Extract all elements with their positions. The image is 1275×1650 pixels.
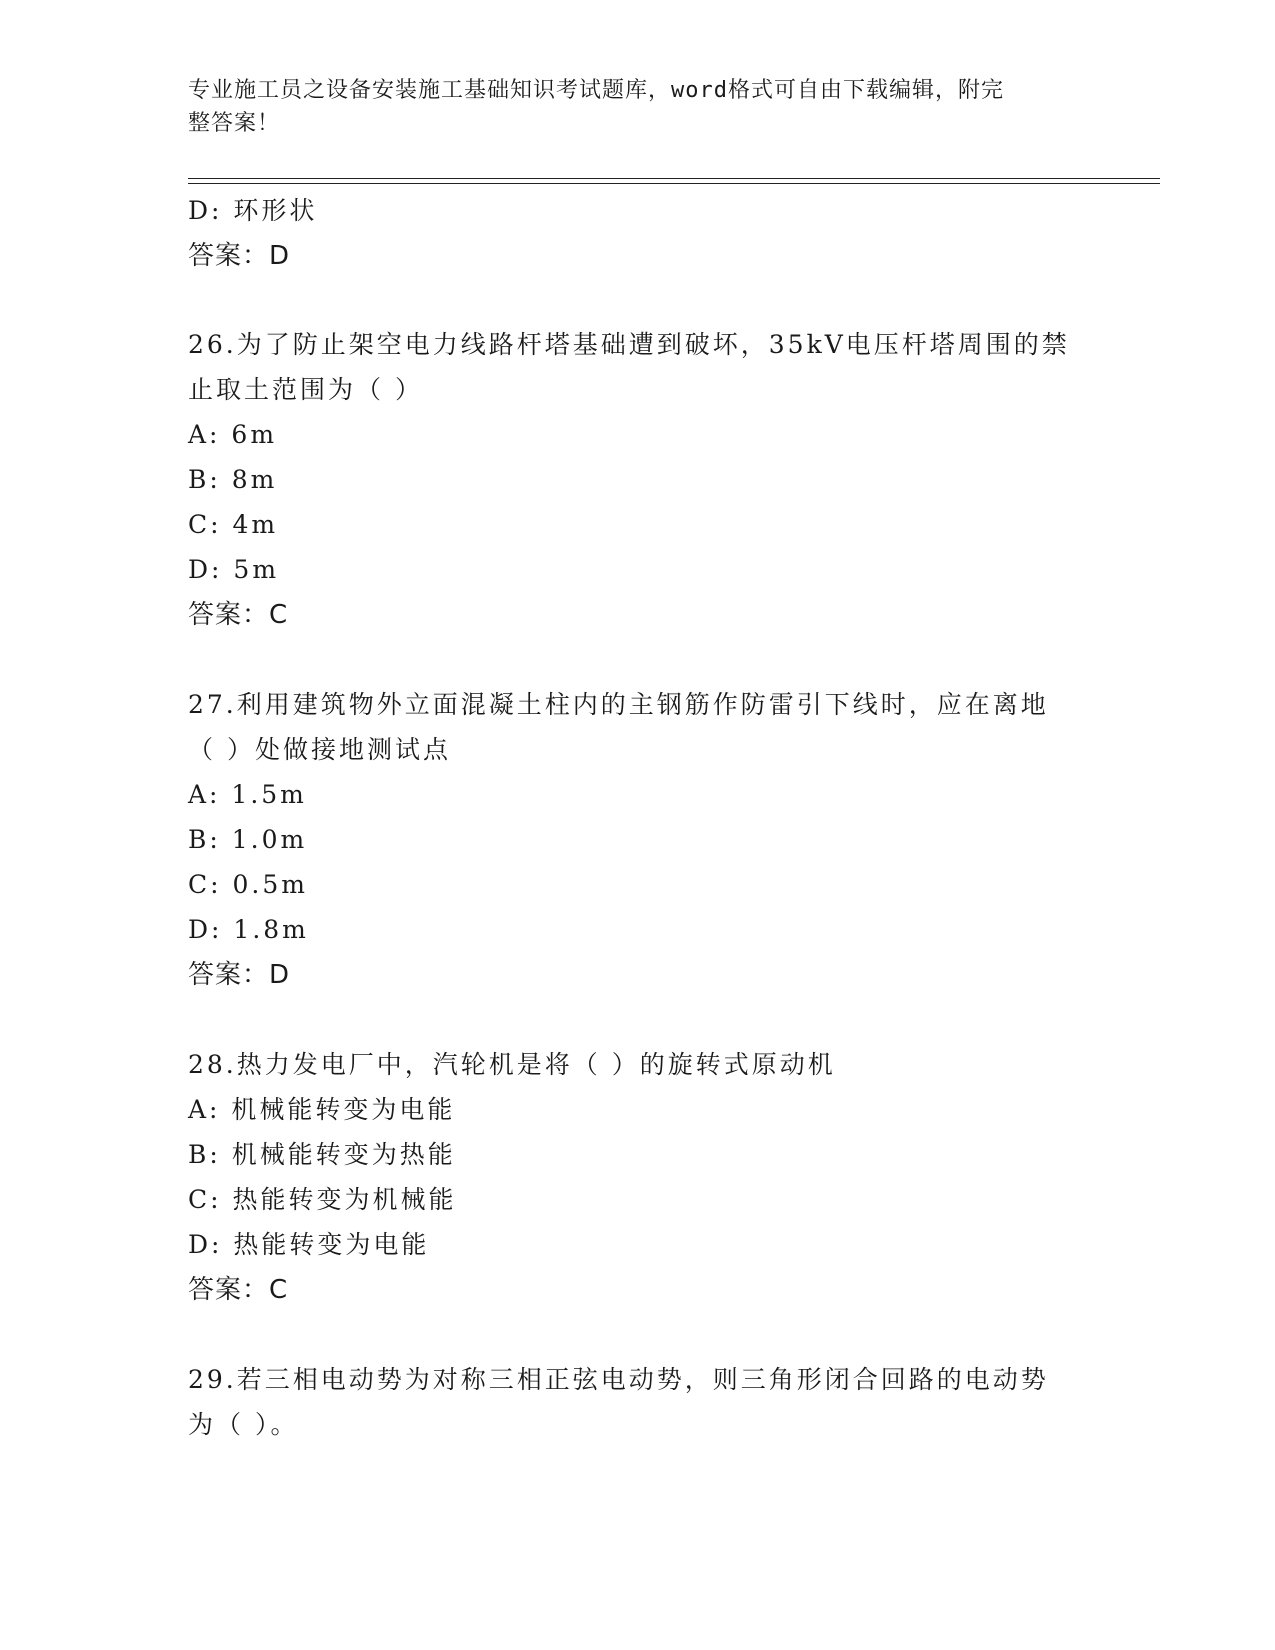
prev-option-d: D: 环形状 — [188, 196, 318, 225]
question-26-stem-line-1: 26.为了防止架空电力线路杆塔基础遭到破坏，35kV电压杆塔周围的禁 — [188, 330, 1070, 359]
question-26-option-c: C: 4m — [188, 510, 279, 539]
question-27-stem-line-1: 27.利用建筑物外立面混凝土柱内的主钢筋作防雷引下线时，应在离地 — [188, 690, 1049, 719]
question-27-option-b: B: 1.0m — [188, 825, 308, 854]
question-26-option-a: A: 6m — [188, 420, 278, 449]
question-27-option-c: C: 0.5m — [188, 870, 308, 899]
question-28-option-d: D: 热能转变为电能 — [188, 1230, 430, 1259]
question-28-option-c: C: 热能转变为机械能 — [188, 1185, 457, 1214]
question-28-option-a: A: 机械能转变为电能 — [188, 1095, 456, 1124]
question-26-option-b: B: 8m — [188, 465, 278, 494]
question-27-option-a: A: 1.5m — [188, 780, 307, 809]
document-header — [188, 74, 1088, 140]
question-29-stem-line-2: 为（ ）。 — [188, 1410, 299, 1439]
header-divider-top — [188, 178, 1160, 179]
prev-answer: 答案：D — [188, 241, 291, 271]
question-27-stem-line-2: （ ）处做接地测试点 — [188, 735, 451, 764]
question-27-option-d: D: 1.8m — [188, 915, 309, 944]
question-26-answer: 答案：C — [188, 600, 289, 630]
header-line-1: 专业施工员之设备安装施工基础知识考试题库，word格式可自由下载编辑，附完 — [188, 78, 1004, 103]
question-28-stem-line-1: 28.热力发电厂中，汽轮机是将（ ）的旋转式原动机 — [188, 1050, 836, 1079]
question-26-stem-line-2: 止取土范围为（ ） — [188, 375, 423, 404]
header-line-2: 整答案！ — [188, 111, 281, 136]
question-26-option-d: D: 5m — [188, 555, 280, 584]
question-27-answer: 答案：D — [188, 960, 291, 990]
question-28-answer: 答案：C — [188, 1275, 289, 1305]
question-28-option-b: B: 机械能转变为热能 — [188, 1140, 456, 1169]
header-divider-bottom — [188, 183, 1160, 184]
question-29-stem-line-1: 29.若三相电动势为对称三相正弦电动势，则三角形闭合回路的电动势 — [188, 1365, 1049, 1394]
